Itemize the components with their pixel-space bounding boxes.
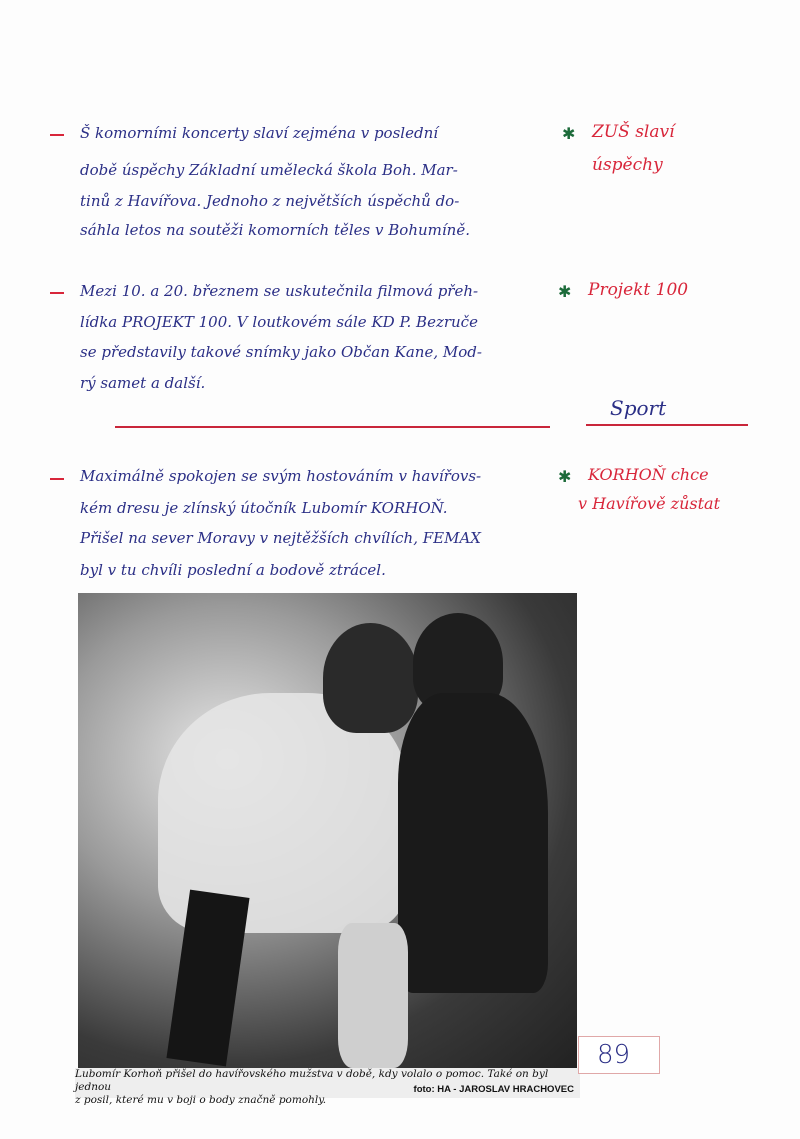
entry-3-line: byl v tu chvíli poslední a bodově ztrácel.: [80, 561, 386, 579]
hockey-photo: [78, 593, 577, 1068]
page-number: 89: [597, 1040, 631, 1070]
entry-3-line: Přišel na sever Moravy v nejtěžších chvílích, FEMAX: [80, 529, 481, 547]
divider-line: [115, 426, 550, 428]
asterisk-icon: ✱: [558, 282, 572, 301]
player-helmet: [323, 623, 418, 733]
entry-1-note: ZUŠ slaví: [592, 122, 675, 142]
entry-3-line: kém dresu je zlínský útočník Lubomír KORHOŇ.: [80, 499, 448, 517]
entry-3-note: KORHOŇ chce: [588, 465, 709, 484]
entry-1-line: tinů z Havířova. Jednoho z největších úspěchů do-: [80, 192, 460, 210]
entry-dash: [50, 478, 64, 480]
section-heading: Sport: [610, 396, 667, 420]
page-number-box: [578, 1036, 660, 1074]
section-underline: [586, 424, 748, 426]
entry-2-line: Mezi 10. a 20. březnem se uskutečnila filmová přeh-: [80, 282, 479, 300]
entry-1-line: Š komorními koncerty slaví zejména v poslední: [80, 124, 439, 142]
player-leg: [338, 923, 408, 1068]
entry-1-note: úspěchy: [592, 155, 663, 175]
entry-2-line: rý samet a další.: [80, 374, 206, 392]
entry-2-note: Projekt 100: [588, 280, 689, 300]
entry-2-line: lídka PROJEKT 100. V loutkovém sále KD P. Bezruče: [80, 313, 478, 331]
entry-1-line: době úspěchy Základní umělecká škola Boh. Mar-: [80, 161, 458, 179]
entry-3-note: v Havířově zůstat: [578, 494, 720, 513]
photo-credit: foto: HA - JAROSLAV HRACHOVEC: [413, 1084, 574, 1095]
asterisk-icon: ✱: [558, 467, 572, 486]
entry-3-line: Maximálně spokojen se svým hostováním v havířovs-: [80, 467, 482, 485]
caption-line: z posil, které mu v boji o body značně pomohly.: [75, 1094, 327, 1106]
entry-dash: [50, 134, 64, 136]
player-jersey-dark: [398, 693, 548, 993]
entry-dash: [50, 292, 64, 294]
caption-line: Lubomír Korhoň přišel do havířovského mužstva v době, kdy volalo o pomoc. Také on byl jednou: [75, 1068, 549, 1093]
entry-2-line: se představily takové snímky jako Občan Kane, Mod-: [80, 343, 482, 361]
asterisk-icon: ✱: [562, 124, 576, 143]
photo-caption: [75, 1068, 580, 1106]
entry-1-line: sáhla letos na soutěži komorních těles v Bohumíně.: [80, 221, 470, 239]
